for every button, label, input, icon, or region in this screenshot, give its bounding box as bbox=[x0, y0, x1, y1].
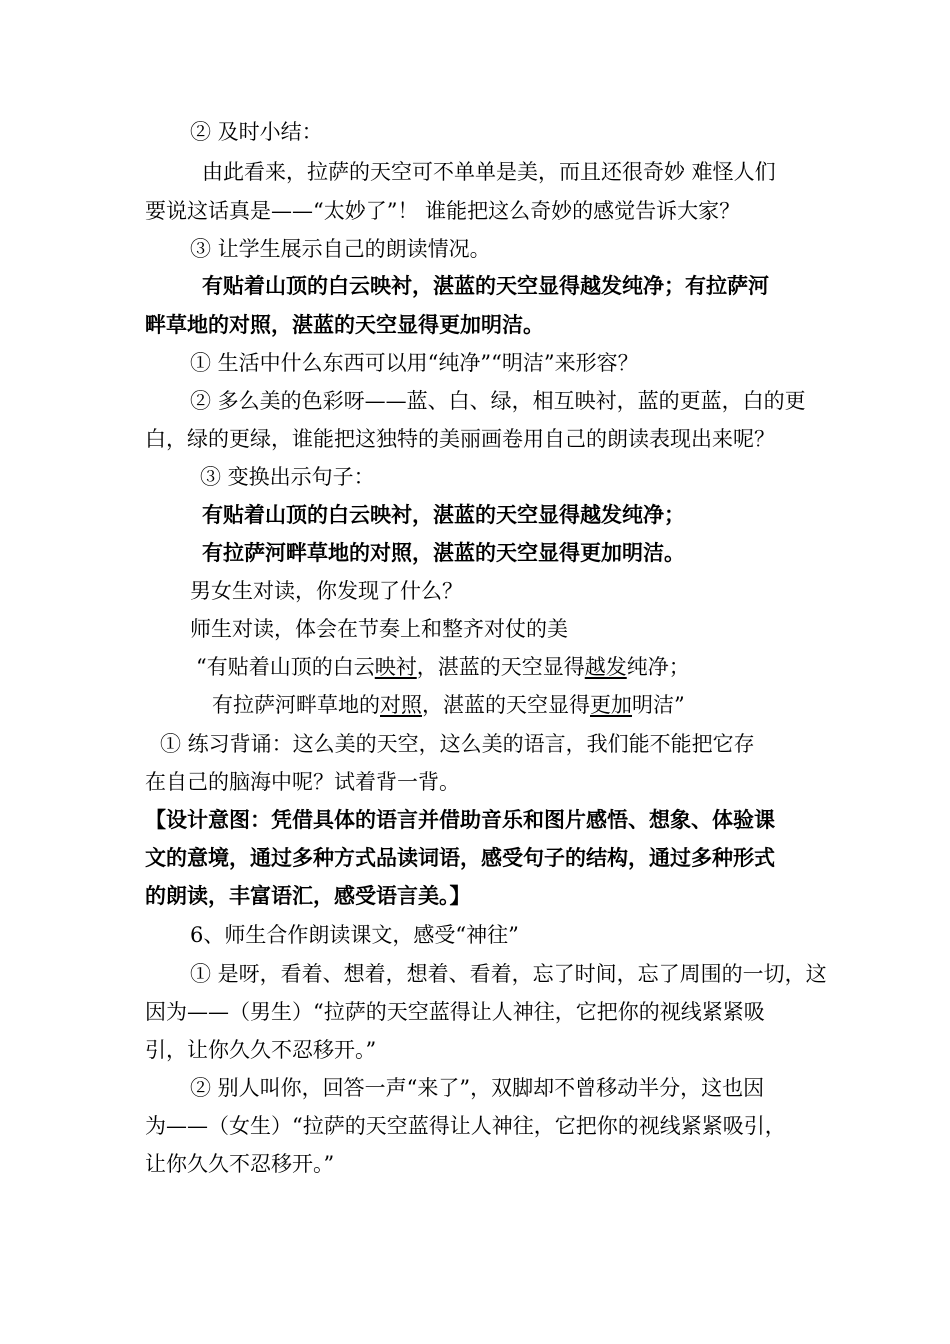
text-line: 师生对读，体会在节奏上和整齐对仗的美 bbox=[190, 617, 568, 641]
text-line: 为——（女生）“拉萨的天空蓝得让人神往，它把你的视线紧紧吸引， bbox=[145, 1114, 786, 1138]
design-intent-line: 的朗读，丰富语汇，感受语言美。】 bbox=[145, 883, 471, 908]
text-line: 引，让你久久不忍移开。” bbox=[145, 1038, 377, 1062]
text-line: ① 生活中什么东西可以用“纯净”“明洁”来形容？ bbox=[190, 351, 639, 375]
quote-segment: 有拉萨河畔草地的 bbox=[212, 693, 380, 717]
quoted-sentence bbox=[196, 652, 690, 682]
text-line: ① 练习背诵：这么美的天空，这么美的语言，我们能不能把它存 bbox=[160, 732, 755, 756]
underlined-word: 更加 bbox=[590, 693, 632, 717]
bold-text-line: 畔草地的对照，湛蓝的天空显得更加明洁。 bbox=[145, 312, 544, 337]
quoted-sentence bbox=[212, 690, 685, 720]
section-heading: 6、师生合作朗读课文，感受“神往” bbox=[190, 923, 519, 947]
underlined-word: 越发 bbox=[584, 655, 627, 679]
bold-text-line: 有贴着山顶的白云映衬，湛蓝的天空显得越发纯净；有拉萨河 bbox=[202, 273, 769, 298]
text-line: 让你久久不忍移开。” bbox=[145, 1152, 335, 1176]
text-line: ② 多么美的色彩呀——蓝、白、绿，相互映衬，蓝的更蓝，白的更 bbox=[190, 389, 806, 413]
text-line: 白，绿的更绿，谁能把这独特的美丽画卷用自己的朗读表现出来呢？ bbox=[145, 427, 775, 451]
design-intent-line: 【设计意图：凭借具体的语言并借助音乐和图片感悟、想象、体验课 bbox=[145, 807, 775, 832]
text-line: 要说这话真是——“太妙了”！ 谁能把这么奇妙的感觉告诉大家？ bbox=[145, 199, 741, 223]
underlined-word: 映衬 bbox=[374, 655, 417, 679]
text-line: 男女生对读，你发现了什么？ bbox=[190, 579, 463, 603]
text-line: ② 别人叫你，回答一声“来了”，双脚却不曾移动半分，这也因 bbox=[190, 1076, 765, 1100]
text-line: ② 及时小结： bbox=[190, 120, 323, 144]
text-line: ① 是呀，看着、想着，想着、看着，忘了时间，忘了周围的一切，这 bbox=[190, 962, 827, 986]
quote-segment: 明洁” bbox=[632, 693, 685, 717]
bold-text-line: 有拉萨河畔草地的对照，湛蓝的天空显得更加明洁。 bbox=[202, 540, 685, 565]
quote-segment: “有贴着山顶的白云 bbox=[196, 655, 375, 679]
quote-segment: ，湛蓝的天空显得 bbox=[422, 693, 590, 717]
design-intent-line: 文的意境，通过多种方式品读词语，感受句子的结构，通过多种形式 bbox=[145, 845, 775, 870]
quote-segment: ，湛蓝的天空显得 bbox=[416, 655, 585, 679]
text-line: 在自己的脑海中呢？试着背一背。 bbox=[145, 770, 460, 794]
quote-segment: 纯净； bbox=[626, 655, 690, 679]
bold-text-line: 有贴着山顶的白云映衬，湛蓝的天空显得越发纯净； bbox=[202, 502, 685, 527]
text-line: ③ 变换出示句子： bbox=[200, 465, 375, 489]
underlined-word: 对照 bbox=[380, 693, 422, 717]
text-line: ③ 让学生展示自己的朗读情况。 bbox=[190, 237, 491, 261]
text-line: 由此看来，拉萨的天空可不单单是美，而且还很奇妙 难怪人们 bbox=[202, 160, 776, 184]
text-line: 因为——（男生）“拉萨的天空蓝得让人神往，它把你的视线紧紧吸 bbox=[145, 1000, 765, 1024]
